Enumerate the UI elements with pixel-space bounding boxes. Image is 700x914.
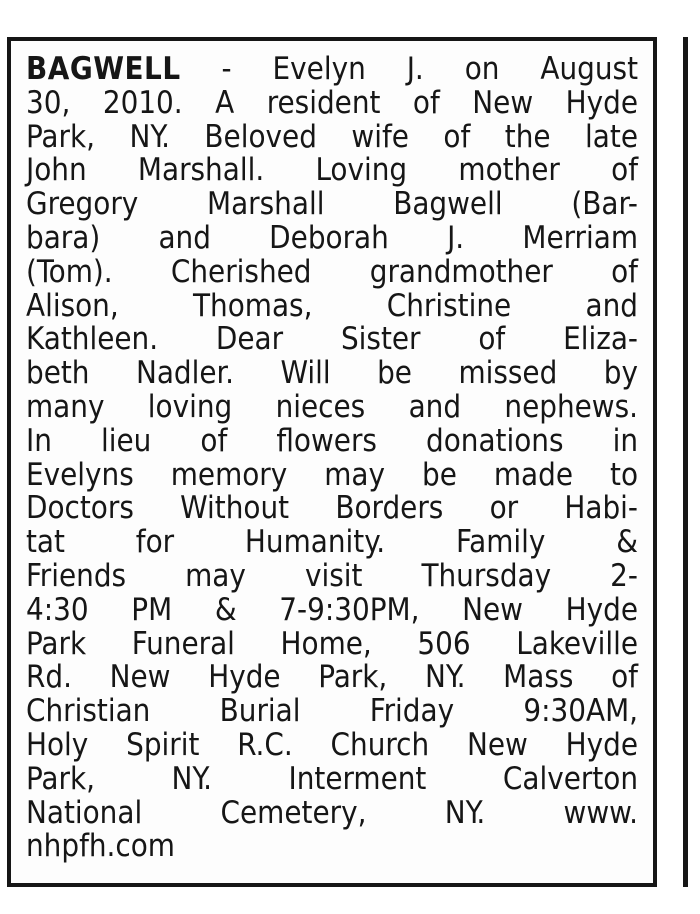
obituary-line: Park, NY. Interment Calverton: [26, 760, 638, 797]
obituary-line-text: - Evelyn J. on August: [180, 51, 638, 87]
obituary-line: Holy Spirit R.C. Church New Hyde: [26, 726, 638, 763]
obituary-line: (Tom). Cherished grandmother of: [26, 253, 638, 290]
obituary-line: Alison, Thomas, Christine and: [26, 287, 638, 324]
obituary-line: Christian Burial Friday 9:30AM,: [26, 693, 638, 730]
obituary-line: Rd. New Hyde Park, NY. Mass of: [26, 659, 638, 696]
obituary-line-last: nhpfh.com: [26, 828, 175, 865]
obituary-line: Park Funeral Home, 506 Lakeville: [26, 625, 638, 662]
obituary-line: tat for Humanity. Family &: [26, 524, 638, 561]
obituary-line: Kathleen. Dear Sister of Eliza-: [26, 321, 638, 358]
obituary-line: Gregory Marshall Bagwell (Bar-: [26, 186, 638, 223]
column-divider-rule: [683, 37, 688, 887]
obituary-line: many loving nieces and nephews.: [26, 388, 638, 425]
obituary-line: John Marshall. Loving mother of: [26, 152, 638, 189]
obituary-line: Doctors Without Borders or Habi-: [26, 490, 638, 527]
obituary-line: [26, 53, 638, 87]
obituary-line: bara) and Deborah J. Merriam: [26, 219, 638, 256]
obituary-line: Evelyns memory may be made to: [26, 456, 638, 493]
obituary-text: [26, 53, 638, 864]
obituary-notice-box: [7, 37, 657, 887]
obituary-line: 30, 2010. A resident of New Hyde: [26, 84, 638, 121]
obituary-line: National Cemetery, NY. www.: [26, 794, 638, 831]
obituary-line: In lieu of flowers donations in: [26, 422, 638, 459]
obituary-line: 4:30 PM & 7-9:30PM, New Hyde: [26, 591, 638, 628]
deceased-surname: BAGWELL: [26, 51, 181, 87]
obituary-line: Park, NY. Beloved wife of the late: [26, 118, 638, 155]
obituary-line: Friends may visit Thursday 2-: [26, 557, 638, 594]
obituary-line: beth Nadler. Will be missed by: [26, 355, 638, 392]
